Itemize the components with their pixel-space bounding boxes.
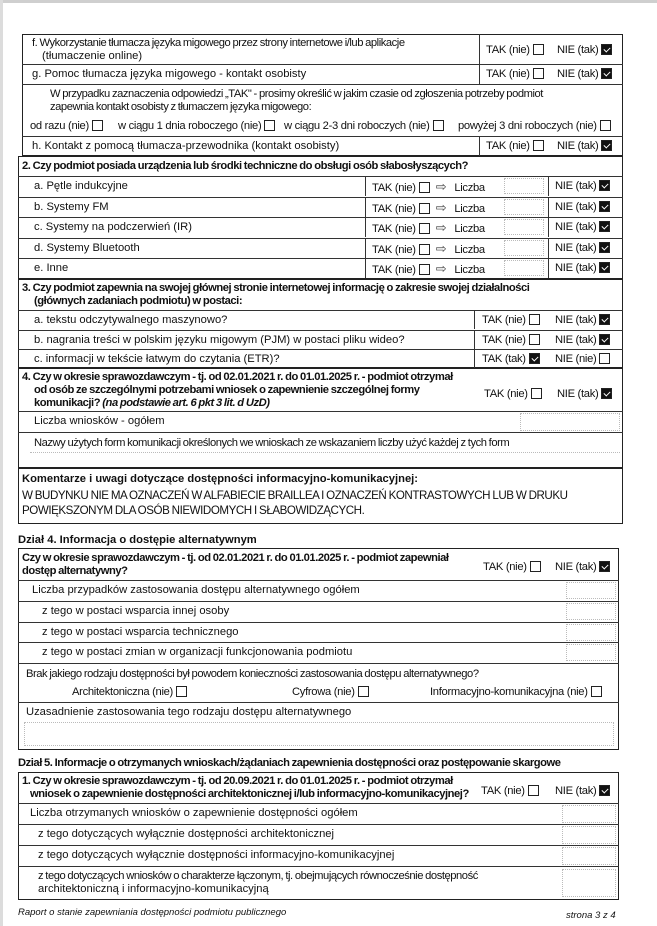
q2-count-input[interactable] (504, 219, 544, 235)
q3-row-label: c. informacji w tekście łatwym do czytania (ETR)? (34, 353, 280, 365)
nie-label: NIE (tak) (555, 314, 597, 326)
checkbox-tak[interactable] (529, 314, 540, 325)
footer-page-number: strona 3 z 4 (566, 910, 616, 921)
checkbox-nie-checked[interactable] (599, 242, 610, 253)
divider (18, 238, 623, 239)
divider (365, 197, 366, 217)
divider (18, 845, 619, 846)
q2-row-label: d. Systemy Bluetooth (34, 241, 140, 254)
page-frame-left (0, 0, 3, 926)
time-note-line2: zapewnia kontakt osobisty z tłumaczem języka migowego: (50, 101, 312, 113)
dzial5-last-row-line1: z tego dotyczących wniosków o charakterze łączonym, tj. obejmujących równocześnie dostępność (38, 870, 478, 882)
divider (365, 217, 366, 237)
liczba-label: Liczba (454, 182, 485, 194)
checkbox[interactable] (600, 120, 611, 131)
divider (479, 34, 480, 84)
dzial4-tak-option[interactable] (483, 561, 541, 574)
dzial4-heading: Dział 4. Informacja o dostępie alternatywnym (18, 534, 257, 546)
divider (548, 197, 549, 217)
checkbox-tak[interactable] (529, 334, 540, 345)
q2-count-input[interactable] (504, 178, 544, 194)
dzial4-count-input[interactable] (566, 582, 616, 599)
dzial4-row-label: z tego w postaci wsparcia innej osoby (42, 604, 230, 617)
q2-row-label: c. Systemy na podczerwień (IR) (34, 221, 192, 233)
q4-title-line1: 4. Czy w okresie sprawozdawczym - tj. od 02.01.2021 r. do 01.01.2025 r. - podmiot otrzymał (22, 371, 453, 383)
checkbox-nie-checked[interactable] (601, 388, 612, 399)
divider (365, 176, 366, 196)
row-f-nie-option[interactable] (557, 44, 612, 57)
divider (18, 622, 619, 623)
checkbox[interactable] (264, 120, 275, 131)
nie-label: NIE (tak) (557, 140, 599, 152)
dzial4-row-label: z tego w postaci wsparcia technicznego (42, 625, 239, 638)
divider (18, 432, 623, 433)
q2-row-label: e. Inne (34, 262, 69, 274)
dzial5-heading: Dział 5. Informacje o otrzymanych wnioskach/żądaniach zapewnienia dostępności oraz postępowanie skargowe (18, 757, 561, 769)
tak-label: TAK (nie) (372, 182, 416, 194)
nie-label: NIE (tak) (555, 221, 597, 233)
divider (548, 176, 549, 196)
checkbox-nie-checked[interactable] (599, 561, 610, 572)
checkbox-nie-checked[interactable] (601, 140, 612, 151)
q2-row-tak-option[interactable] (372, 221, 485, 236)
q2-row-nie-option[interactable] (555, 221, 610, 234)
dzial5-question-line2: wniosek o zapewnienie dostępności architektonicznej i/lub informacyjno-komunikacyjnej? (30, 788, 469, 800)
tak-label: TAK (nie) (486, 68, 530, 80)
divider (548, 238, 549, 258)
checkbox-nie-checked[interactable] (599, 314, 610, 325)
q4-count-input[interactable] (520, 413, 620, 431)
checkbox-tak[interactable] (419, 244, 430, 255)
comments-label: Komentarze i uwagi dotyczące dostępności informacyjno-komunikacyjnej: (22, 473, 419, 485)
checkbox-tak[interactable] (530, 561, 541, 572)
divider (18, 176, 623, 177)
nie-label: NIE (tak) (555, 561, 597, 573)
dzial4-count-input[interactable] (566, 603, 616, 620)
nie-label: NIE (tak) (555, 180, 597, 192)
tak-label: TAK (nie) (372, 243, 416, 256)
q2-row-label: a. Pętle indukcyjne (34, 180, 128, 192)
divider (474, 310, 475, 329)
checkbox-tak[interactable] (419, 182, 430, 193)
divider (18, 642, 619, 643)
dzial4-count-input[interactable] (566, 624, 616, 641)
dzial5-count-input[interactable] (562, 826, 616, 844)
checkbox-nie-checked[interactable] (599, 221, 610, 232)
checkbox[interactable] (433, 120, 444, 131)
checkbox-tak[interactable] (533, 44, 544, 55)
checkbox[interactable] (591, 686, 602, 697)
row-h-tak-option[interactable] (486, 140, 544, 153)
checkbox-nie-checked[interactable] (599, 334, 610, 345)
divider (365, 258, 366, 278)
tak-label: TAK (nie) (482, 333, 526, 346)
divider (18, 411, 623, 412)
dzial4-nie-option[interactable] (555, 561, 610, 574)
arrow-right-icon: ⇨ (435, 261, 447, 276)
q4-title-line3-text: komunikacji? (34, 397, 101, 409)
nie-label: NIE (tak) (557, 388, 599, 400)
arrow-right-icon: ⇨ (435, 220, 447, 235)
dzial5-row-label: z tego dotyczących wyłącznie dostępności informacyjno-komunikacyjnej (38, 849, 395, 861)
divider (22, 64, 623, 65)
nie-label: NIE (tak) (555, 333, 597, 346)
tak-label: TAK (nie) (486, 140, 530, 152)
divider (18, 580, 619, 581)
q2-count-input[interactable] (504, 240, 544, 256)
divider (474, 349, 475, 368)
q2-row-nie-option[interactable] (555, 242, 610, 255)
q4-forms-label: Nazwy użytych form komunikacji określonych we wnioskach ze wskazaniem liczby użyć każdej z tych form (34, 437, 510, 449)
dzial5-question-line1: 1. Czy w okresie sprawozdawczym - tj. od 20.09.2021 r. do 01.01.2025 r. - podmiot otrzymał (22, 775, 453, 787)
divider (18, 824, 619, 825)
dzial4-reason-label: Brak jakiego rodzaju dostępności był powodem konieczności zastosowania dostępu alternatywnego? (26, 668, 479, 680)
q2-row-tak-option[interactable] (372, 242, 485, 257)
tak-label: TAK (tak) (482, 353, 526, 365)
tak-label: TAK (nie) (481, 785, 525, 797)
checkbox-tak[interactable] (533, 68, 544, 79)
divider (18, 702, 619, 703)
option-label: Architektoniczna (nie) (72, 686, 173, 698)
option-label: w ciągu 2-3 dni roboczych (nie) (284, 120, 430, 132)
q4-title-line3 (34, 397, 270, 410)
checkbox[interactable] (176, 686, 187, 697)
q3-row-tak-option[interactable] (482, 314, 540, 327)
checkbox-nie-checked[interactable] (599, 180, 610, 191)
checkbox-tak[interactable] (533, 140, 544, 151)
q3-title-line1: 3. Czy podmiot zapewnia na swojej głównej stronie internetowej informację o zakresie swojej działalności (22, 282, 530, 294)
nie-label: NIE (nie) (555, 353, 597, 365)
divider (18, 866, 619, 867)
q4-nie-option[interactable] (557, 388, 612, 401)
checkbox-nie-checked[interactable] (599, 785, 610, 796)
dzial4-justification-label: Uzasadnienie zastosowania tego rodzaju dostępu alternatywnego (26, 706, 352, 718)
nie-label: NIE (tak) (555, 200, 597, 213)
liczba-label: Liczba (454, 243, 485, 256)
time-option-2-3-days[interactable] (284, 120, 444, 133)
arrow-right-icon: ⇨ (435, 240, 447, 256)
row-g-label: g. Pomoc tłumacza języka migowego - kontakt osobisty (32, 68, 307, 80)
comments-text-line2[interactable]: POWIĘKSZONYM DLA OSÓB NIEWIDOMYCH I SŁABOWIDZĄCYCH. (22, 504, 365, 517)
nie-label: NIE (tak) (555, 241, 597, 254)
tak-label: TAK (nie) (482, 314, 526, 326)
q2-row-tak-option[interactable] (372, 180, 485, 195)
dzial4-row-label: z tego w postaci zmian w organizacji funkcjonowania podmiotu (42, 646, 353, 659)
option-label: powyżej 3 dni roboczych (nie) (458, 120, 597, 132)
row-f-label-1: f. Wykorzystanie tłumacza języka migowego przez strony internetowe i/lub aplikacje (32, 37, 405, 49)
reason-option-architectural[interactable] (72, 686, 187, 699)
row-f-label-2: (tłumaczenie online) (42, 50, 143, 62)
liczba-label: Liczba (454, 202, 485, 215)
divider (18, 349, 623, 350)
checkbox-tak[interactable] (528, 785, 539, 796)
nie-label: NIE (tak) (557, 68, 599, 80)
nie-label: NIE (tak) (557, 44, 599, 56)
q3-row-nie-option[interactable] (555, 314, 610, 327)
divider (22, 84, 623, 85)
nie-label: NIE (tak) (555, 262, 597, 274)
checkbox-nie-checked[interactable] (599, 201, 610, 212)
q3-row-label: a. tekstu odczytywalnego maszynowo? (34, 314, 228, 326)
option-label: Cyfrowa (nie) (292, 686, 355, 698)
divider (18, 663, 619, 664)
liczba-label: Liczba (454, 264, 485, 276)
checkbox[interactable] (92, 120, 103, 131)
q2-row-tak-option[interactable] (372, 201, 485, 216)
dzial5-row-label: Liczba otrzymanych wniosków o zapewnienie dostępności ogółem (30, 807, 358, 819)
comments-text-line1[interactable]: W BUDYNKU NIE MA OZNACZEŃ W ALFABIECIE BRAILLEA I OZNACZEŃ KONTRASTOWYCH LUB W DRUKU (22, 489, 568, 502)
q2-count-input[interactable] (504, 260, 544, 276)
tak-label: TAK (nie) (372, 264, 416, 276)
dzial4-count-input[interactable] (566, 644, 616, 661)
dzial5-tak-option[interactable] (481, 785, 539, 798)
checkbox-tak[interactable] (531, 388, 542, 399)
reason-option-info-comm[interactable] (430, 686, 602, 699)
q3-row-nie-option[interactable] (555, 353, 610, 366)
dzial5-last-row-line2: architektoniczną i informacyjno-komunikacyjną (38, 883, 269, 895)
checkbox-tak[interactable] (419, 264, 430, 275)
row-h-nie-option[interactable] (557, 140, 612, 153)
checkbox-nie-checked[interactable] (601, 68, 612, 79)
time-option-1-day[interactable] (118, 120, 275, 133)
q4-legal-note: (na podstawie art. 6 pkt 3 lit. d UzD) (102, 397, 270, 409)
q2-row-nie-option[interactable] (555, 180, 610, 193)
divider (479, 136, 480, 156)
tak-label: TAK (nie) (484, 388, 528, 400)
reason-option-digital[interactable] (292, 686, 369, 699)
divider (548, 217, 549, 237)
time-option-over-3-days[interactable] (458, 120, 611, 133)
q4-forms-input[interactable] (30, 452, 620, 466)
row-g-nie-option[interactable] (557, 68, 612, 81)
divider (18, 217, 623, 218)
option-label: od razu (nie) (30, 120, 89, 132)
q2-count-input[interactable] (504, 199, 544, 215)
q3-row-tak-option[interactable] (482, 353, 540, 366)
q2-row-label: b. Systemy FM (34, 200, 109, 213)
divider (365, 238, 366, 258)
q3-row-nie-option[interactable] (555, 334, 610, 347)
page-frame-top (0, 0, 657, 3)
q4-count-label: Liczba wniosków - ogółem (34, 415, 165, 427)
checkbox-nie-checked[interactable] (601, 44, 612, 55)
dzial5-row-label: z tego dotyczących wyłącznie dostępności architektonicznej (38, 828, 334, 840)
nie-label: NIE (tak) (555, 785, 597, 797)
footer-title: Raport o stanie zapewniania dostępności podmiotu publicznego (18, 907, 287, 918)
dzial5-count-input[interactable] (562, 847, 616, 865)
dzial4-question-line1: Czy w okresie sprawozdawczym - tj. od 02.01.2021 r. do 01.01.2025 r. - podmiot zapewniał (22, 552, 449, 564)
checkbox-tak-checked[interactable] (529, 353, 540, 364)
option-label: w ciągu 1 dnia roboczego (nie) (118, 120, 262, 132)
time-option-immediately[interactable] (30, 120, 103, 133)
arrow-right-icon: ⇨ (435, 179, 447, 194)
divider (22, 136, 623, 137)
q2-row-tak-option[interactable] (372, 262, 485, 277)
divider (18, 258, 623, 259)
arrow-right-icon: ⇨ (435, 199, 447, 215)
tak-label: TAK (nie) (483, 561, 527, 573)
checkbox-nie-checked[interactable] (599, 262, 610, 273)
checkbox[interactable] (358, 686, 369, 697)
dzial5-count-input[interactable] (562, 805, 616, 823)
q4-title-line2: od osób ze szczególnymi potrzebami wniosek o zapewnienie szczególnej formy (34, 384, 420, 396)
dzial4-justification-input[interactable] (24, 722, 614, 746)
q2-title: 2. Czy podmiot posiada urządzenia lub środki techniczne do obsługi osób słabosłyszących? (22, 160, 468, 172)
checkbox-tak[interactable] (419, 223, 430, 234)
q3-row-tak-option[interactable] (482, 334, 540, 347)
q3-title-line2: (głównych zadaniach podmiotu) w postaci: (34, 295, 243, 307)
divider (18, 330, 623, 331)
divider (18, 601, 619, 602)
tak-label: TAK (nie) (372, 202, 416, 215)
q2-row-nie-option[interactable] (555, 201, 610, 214)
tak-label: TAK (nie) (372, 223, 416, 235)
divider (18, 803, 619, 804)
divider (548, 258, 549, 278)
checkbox-tak[interactable] (419, 203, 430, 214)
checkbox-nie[interactable] (599, 353, 610, 364)
time-note-line1: W przypadku zaznaczenia odpowiedzi „TAK" - prosimy określić w jakim czasie od zgłoszenia potrzeby podmiot (50, 88, 543, 100)
dzial4-question-line2: dostęp alternatywny? (22, 565, 128, 577)
divider (18, 197, 623, 198)
option-label: Informacyjno-komunikacyjna (nie) (430, 686, 588, 698)
divider (474, 330, 475, 349)
row-g-tak-option[interactable] (486, 68, 544, 81)
q4-tak-option[interactable] (484, 388, 542, 401)
row-h-label: h. Kontakt z pomocą tłumacza-przewodnika (kontakt osobisty) (32, 140, 340, 152)
dzial5-nie-option[interactable] (555, 785, 610, 798)
dzial4-row-label: Liczba przypadków zastosowania dostępu alternatywnego ogółem (32, 584, 360, 596)
row-f-tak-option[interactable] (486, 44, 544, 57)
dzial5-combined-count-input[interactable] (562, 869, 616, 897)
divider (18, 310, 623, 311)
q3-row-label: b. nagrania treści w polskim języku migowym (PJM) w postaci pliku wideo? (34, 333, 405, 346)
q2-row-nie-option[interactable] (555, 262, 610, 275)
liczba-label: Liczba (454, 223, 485, 235)
tak-label: TAK (nie) (486, 44, 530, 56)
